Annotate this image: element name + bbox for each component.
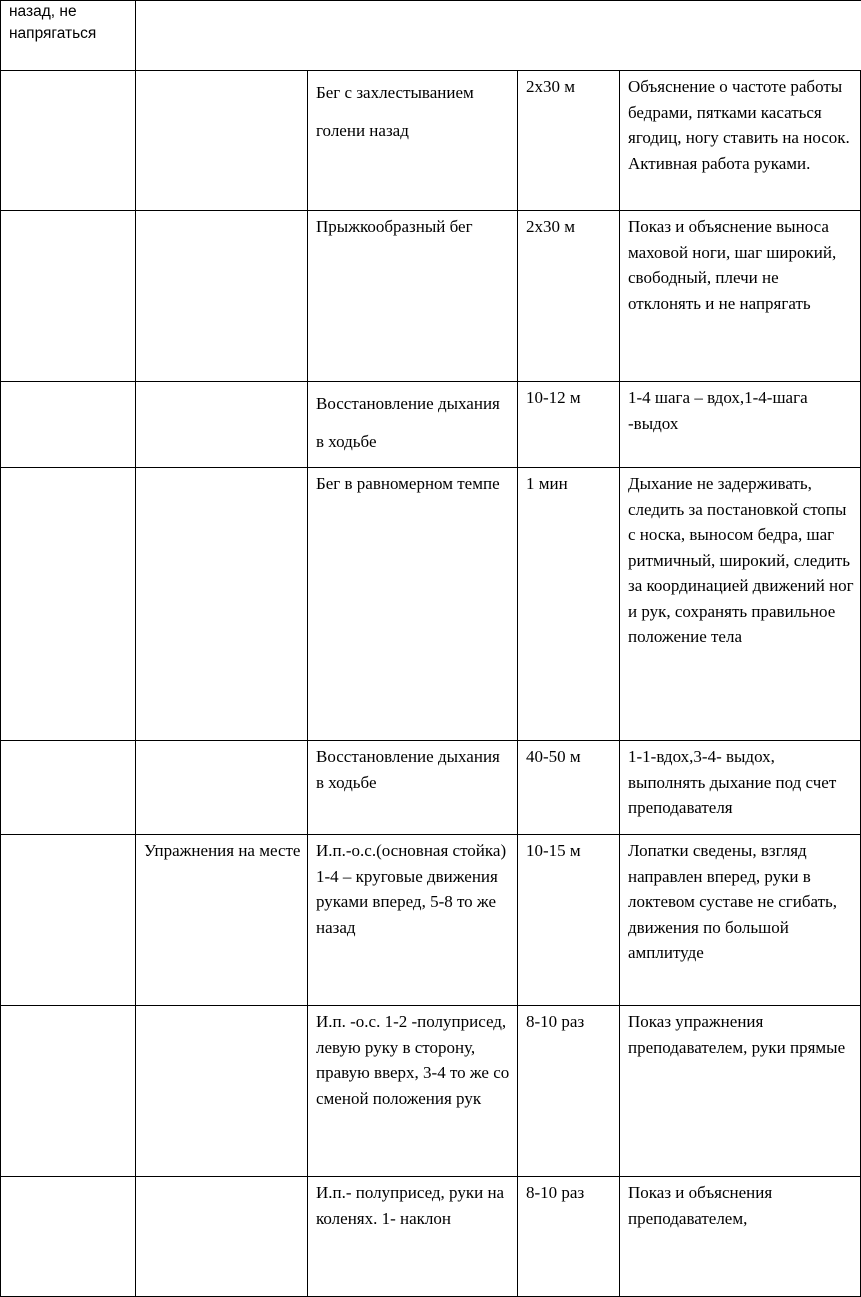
table-row-continuation (1, 1, 861, 71)
exercise-cell: Восстановление дыхания в ходьбе (308, 741, 518, 835)
table-row (1, 741, 861, 835)
dosage-cell: 2х30 м (518, 211, 620, 382)
continuation-empty-cell (136, 1, 861, 71)
note-cell: 1-4 шага – вдох,1-4-шага -выдох (620, 382, 861, 468)
table-row (1, 1177, 861, 1297)
dosage-cell: 8-10 раз (518, 1177, 620, 1297)
dosage-cell: 10-15 м (518, 835, 620, 1006)
table-row (1, 382, 861, 468)
dosage-cell: 1 мин (518, 468, 620, 741)
exercise-cell: И.п.-о.с.(основная стойка) 1-4 – круговые движения руками вперед, 5-8 то же назад (308, 835, 518, 1006)
section-cell (136, 1006, 308, 1177)
table-row (1, 468, 861, 741)
empty-cell (1, 382, 136, 468)
table-row (1, 835, 861, 1006)
note-cell: Дыхание не задерживать, следить за постановкой стопы с носка, выносом бедра, шаг ритмичный, широкий, следить за координацией движений ног и рук, сохранять правильное положение тела (620, 468, 861, 741)
section-cell (136, 468, 308, 741)
section-cell (136, 382, 308, 468)
empty-cell (1, 71, 136, 211)
exercise-cell: И.п.- полуприсед, руки на коленях. 1- наклон (308, 1177, 518, 1297)
section-cell (136, 1177, 308, 1297)
exercise-cell: Прыжкообразный бег (308, 211, 518, 382)
empty-cell (1, 835, 136, 1006)
note-cell: Показ упражнения преподавателем, руки прямые (620, 1006, 861, 1177)
exercise-cell: Бег с захлестыванием голени назад (308, 71, 518, 211)
note-cell: 1-1-вдох,3-4- выдох, выполнять дыхание под счет преподавателя (620, 741, 861, 835)
exercise-cell: Восстановление дыхания в ходьбе (308, 382, 518, 468)
table-row (1, 71, 861, 211)
note-cell: Показ и объяснения преподавателем, (620, 1177, 861, 1297)
section-cell (136, 741, 308, 835)
empty-cell (1, 741, 136, 835)
section-cell: Упражнения на месте (136, 835, 308, 1006)
dosage-cell: 40-50 м (518, 741, 620, 835)
continuation-cell: назад, не напрягаться (1, 1, 136, 71)
section-cell (136, 211, 308, 382)
note-cell: Показ и объяснение выноса маховой ноги, шаг широкий, свободный, плечи не отклонять и не напрягать (620, 211, 861, 382)
exercise-cell: Бег в равномерном темпе (308, 468, 518, 741)
table-row (1, 211, 861, 382)
empty-cell (1, 1006, 136, 1177)
dosage-cell: 10-12 м (518, 382, 620, 468)
exercise-cell: И.п. -о.с. 1-2 -полуприсед, левую руку в сторону, правую вверх, 3-4 то же со сменой положения рук (308, 1006, 518, 1177)
note-cell: Лопатки сведены, взгляд направлен вперед, руки в локтевом суставе не сгибать, движения по большой амплитуде (620, 835, 861, 1006)
section-cell (136, 71, 308, 211)
empty-cell (1, 468, 136, 741)
table-row (1, 1006, 861, 1177)
empty-cell (1, 1177, 136, 1297)
empty-cell (1, 211, 136, 382)
dosage-cell: 8-10 раз (518, 1006, 620, 1177)
note-cell: Объяснение о частоте работы бедрами, пятками касаться ягодиц, ногу ставить на носок. Активная работа руками. (620, 71, 861, 211)
dosage-cell: 2х30 м (518, 71, 620, 211)
